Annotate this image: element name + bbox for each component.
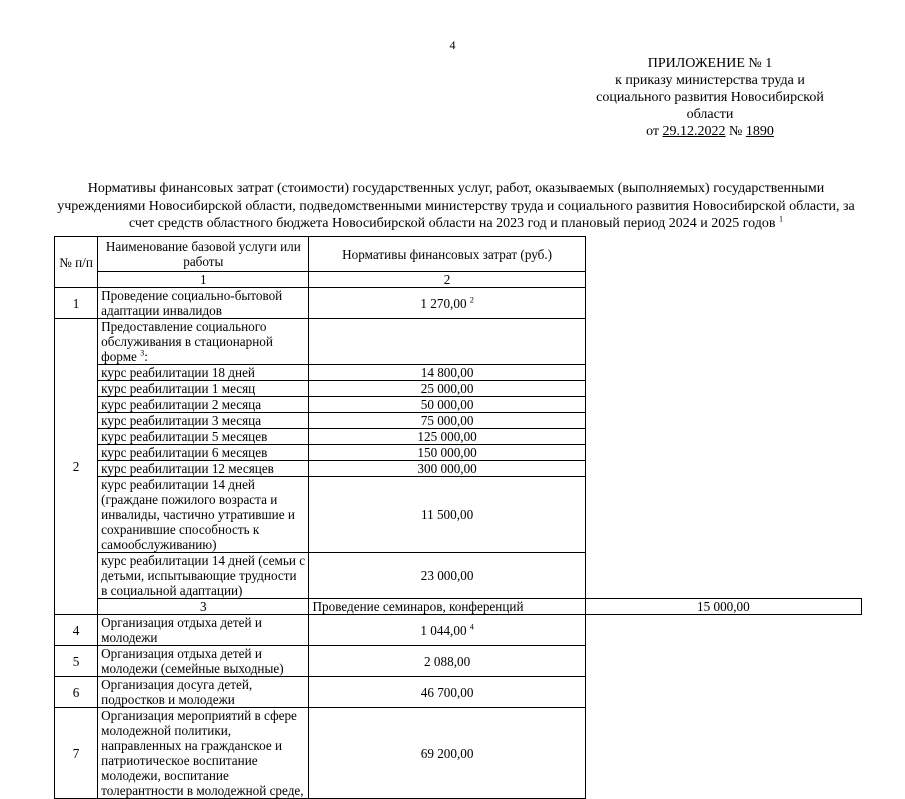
row-name: курс реабилитации 14 дней (семьи с детьми, испытывающие трудности в социальной адаптации) <box>98 553 309 599</box>
row-value: 69 200,00 <box>309 708 585 799</box>
table-row <box>55 708 862 799</box>
table-row <box>55 461 862 477</box>
row-name: курс реабилитации 1 месяц <box>98 381 309 397</box>
row-value: 300 000,00 <box>309 461 585 477</box>
row-value: 46 700,00 <box>309 677 585 708</box>
order-date: 29.12.2022 <box>662 124 726 139</box>
row-value: 11 500,00 <box>309 477 585 553</box>
row-name: курс реабилитации 14 дней (граждане пожилого возраста и инвалиды, частично утратившие и сохранившие способность к самообслуживанию) <box>98 477 309 553</box>
appendix-line-1: к приказу министерства труда и <box>615 73 805 88</box>
table-row <box>55 646 862 677</box>
document-title-text: Нормативы финансовых затрат (стоимости) государственных услуг, работ, оказываемых (выполняемых) государственными учреждениями Новосибирской области, подведомственными министерству труда и социального развития Новосибирской области, за счет средств областного бюджета Новосибирской области на 2023 год и плановый период 2024 и 2025 годов <box>57 181 855 231</box>
row-num: 6 <box>55 677 98 708</box>
table-row <box>55 288 862 319</box>
table-row <box>55 599 862 615</box>
row-name: курс реабилитации 3 месяца <box>98 413 309 429</box>
row-name: Организация мероприятий в сфере молодежной политики, направленных на гражданское и патриотическое воспитание молодежи, воспитание толерантности в молодежной среде, <box>98 708 309 799</box>
page-number: 4 <box>449 38 456 52</box>
table-row <box>55 615 862 646</box>
row-name: Проведение семинаров, конференций <box>309 599 585 615</box>
row-value: 15 000,00 <box>585 599 861 615</box>
row-name-footnote: 3 <box>140 348 145 358</box>
table-header-row <box>55 237 862 272</box>
table-row <box>55 397 862 413</box>
row-name: Организация отдыха детей и молодежи <box>98 615 309 646</box>
row-name-suffix: : <box>144 349 148 364</box>
appendix-line-2: социального развития Новосибирской <box>596 90 824 105</box>
row-value-text: 1 044,00 <box>420 622 467 638</box>
table-colnum-row <box>55 272 862 288</box>
row-footnote: 2 <box>469 295 474 305</box>
row-name: Проведение социально-бытовой адаптации инвалидов <box>98 288 309 319</box>
table-row <box>55 381 862 397</box>
row-value <box>309 615 585 646</box>
row-name: курс реабилитации 18 дней <box>98 365 309 381</box>
appendix-line-3: области <box>686 107 734 122</box>
row-value: 25 000,00 <box>309 381 585 397</box>
row-value <box>309 288 585 319</box>
table-row <box>55 365 862 381</box>
row-num: 3 <box>98 599 309 615</box>
row-name: курс реабилитации 6 месяцев <box>98 445 309 461</box>
row-name: курс реабилитации 5 месяцев <box>98 429 309 445</box>
appendix-title: ПРИЛОЖЕНИЕ № 1 <box>647 56 773 71</box>
document-title <box>50 180 862 233</box>
row-footnote: 4 <box>469 622 474 632</box>
row-name <box>98 319 309 365</box>
row-num: 2 <box>55 319 98 615</box>
col-number-1: 1 <box>98 272 309 288</box>
title-footnote: 1 <box>779 214 784 224</box>
table-row <box>55 445 862 461</box>
standards-table <box>54 236 862 799</box>
row-value: 125 000,00 <box>309 429 585 445</box>
table-row <box>55 477 862 553</box>
row-name: курс реабилитации 2 месяца <box>98 397 309 413</box>
row-value: 150 000,00 <box>309 445 585 461</box>
row-value: 14 800,00 <box>309 365 585 381</box>
number-prefix: № <box>725 124 746 139</box>
header-num: № п/п <box>55 237 98 288</box>
table-row <box>55 553 862 599</box>
table-row <box>55 319 862 365</box>
header-value: Нормативы финансовых затрат (руб.) <box>309 237 585 272</box>
row-name: Организация отдыха детей и молодежи (семейные выходные) <box>98 646 309 677</box>
table-row <box>55 413 862 429</box>
row-name-text: Предоставление социального обслуживания в стационарной форме <box>101 319 273 364</box>
date-prefix: от <box>646 124 663 139</box>
row-value: 23 000,00 <box>309 553 585 599</box>
row-num: 5 <box>55 646 98 677</box>
appendix-header <box>560 55 860 140</box>
row-num: 1 <box>55 288 98 319</box>
row-name: Организация досуга детей, подростков и молодежи <box>98 677 309 708</box>
row-value-text: 1 270,00 <box>420 295 467 311</box>
appendix-date-line <box>560 123 860 140</box>
row-name: курс реабилитации 12 месяцев <box>98 461 309 477</box>
row-value: 2 088,00 <box>309 646 585 677</box>
row-num: 4 <box>55 615 98 646</box>
table-row <box>55 677 862 708</box>
row-num: 7 <box>55 708 98 799</box>
row-value <box>309 319 585 365</box>
table-row <box>55 429 862 445</box>
row-value: 75 000,00 <box>309 413 585 429</box>
col-number-2: 2 <box>309 272 585 288</box>
row-value: 50 000,00 <box>309 397 585 413</box>
header-name: Наименование базовой услуги или работы <box>98 237 309 272</box>
order-number: 1890 <box>745 124 774 139</box>
